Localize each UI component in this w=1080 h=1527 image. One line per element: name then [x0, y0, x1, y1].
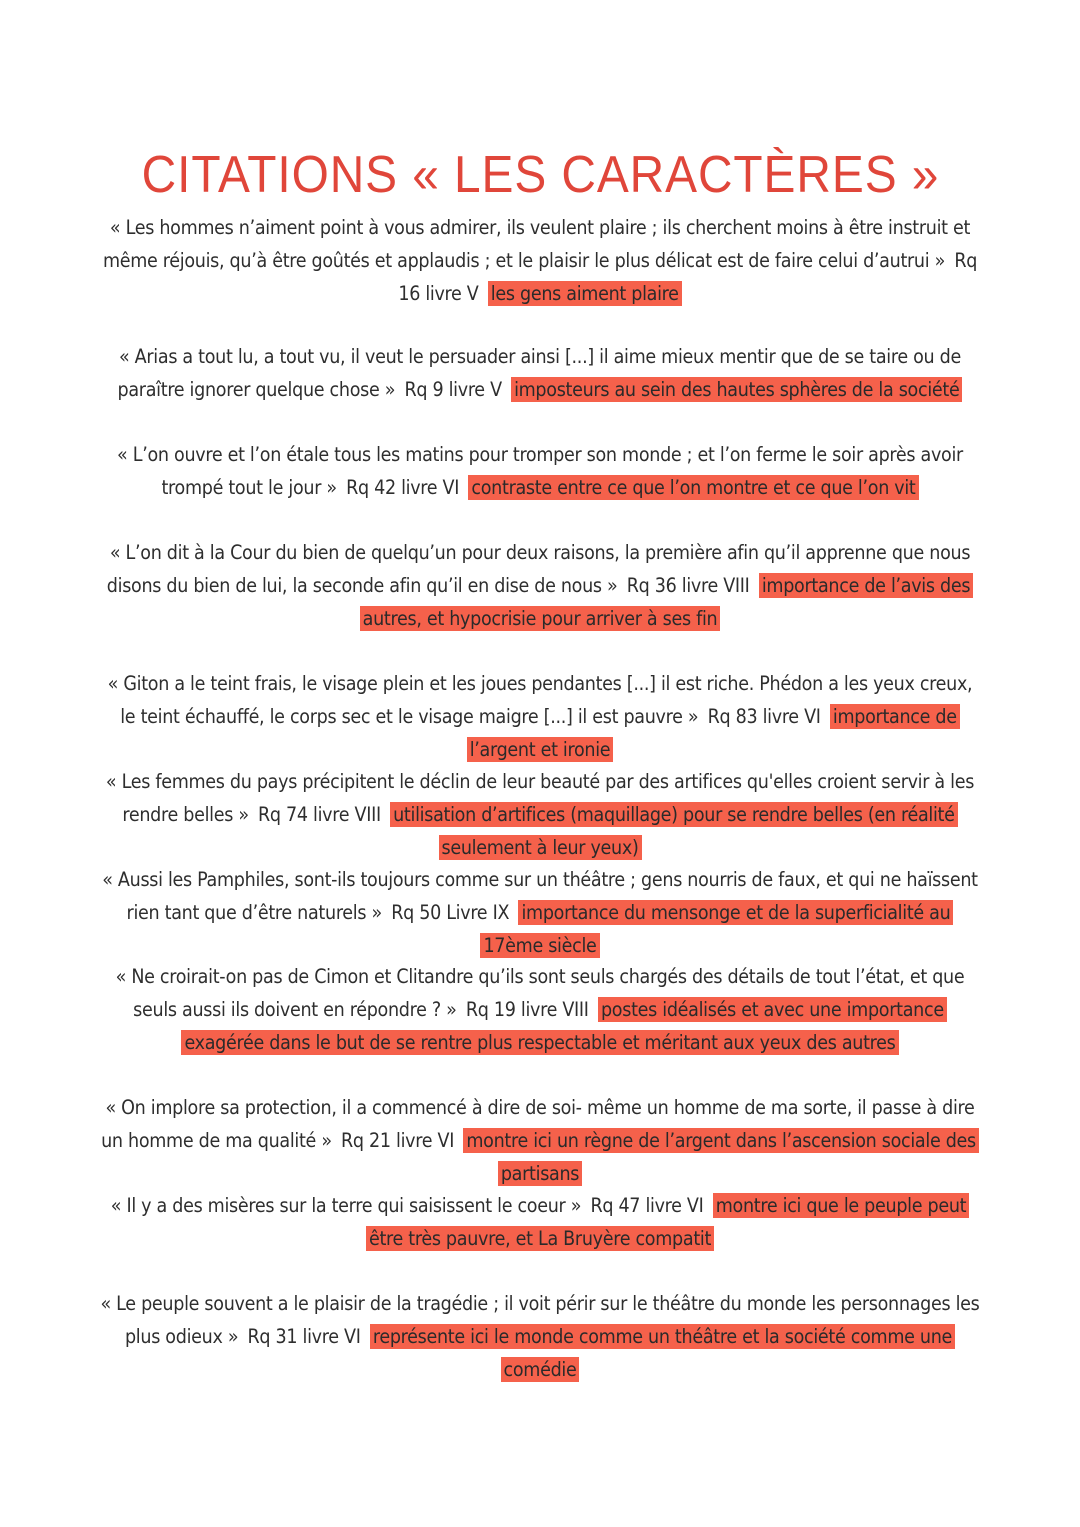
quote-reference: Rq 36 livre VIII [626, 574, 750, 597]
quote-reference: Rq 9 livre V [404, 378, 502, 401]
quote-text: « Il y a des misères sur la terre qui saisissent le coeur » [110, 1194, 582, 1217]
quote-text: « Les femmes du pays précipitent le déclin de leur beauté par des artifices qu'elles croient servir à les rendre belles » [105, 770, 975, 826]
quote-reference: Rq 47 livre VI [590, 1194, 704, 1217]
quote-reference: Rq 21 livre VI [341, 1129, 455, 1152]
quote-block [100, 340, 980, 406]
quote-block [100, 1091, 980, 1190]
highlighted-note: importance du mensonge et de la superficialité au 17ème siècle [480, 900, 953, 958]
highlighted-note: importance de l’argent et ironie [467, 704, 960, 762]
quote-text: « Ne croirait-on pas de Cimon et Clitandre qu’ils sont seuls chargés des détails de tout l’état, et que seuls aussi ils doivent en répondre ? » [115, 965, 965, 1021]
quote-block [100, 667, 980, 766]
quote-text: « Les hommes n’aiment point à vous admirer, ils veulent plaire ; ils cherchent moins à être instruit et même réjouis, qu’à être goûtés et applaudis ; et le plaisir le plus délicat est de faire celui d’autrui » [102, 216, 971, 272]
quote-block [100, 765, 980, 864]
quote-text: « Arias a tout lu, a tout vu, il veut le persuader ainsi [...] il aime mieux mentir que de se taire ou de paraître ignorer quelque chose » [117, 345, 961, 401]
quote-reference: Rq 19 livre VIII [465, 998, 589, 1021]
quote-block [100, 1189, 980, 1255]
quote-text: « Le peuple souvent a le plaisir de la tragédie ; il voit périr sur le théâtre du monde les personnages les plus odieux » [100, 1292, 980, 1348]
page-title: CITATIONS « LES CARACTÈRES » [141, 145, 939, 204]
quote-reference: Rq 83 livre VI [707, 705, 821, 728]
quote-block [100, 960, 980, 1059]
quote-text: « L’on dit à la Cour du bien de quelqu’un pour deux raisons, la première afin qu’il apprenne que nous disons du bien de lui, la seconde afin qu’il en dise de nous » [106, 541, 971, 597]
highlighted-note: importance de l’avis des autres, et hypocrisie pour arriver à ses fin [360, 573, 974, 631]
quote-text: « L’on ouvre et l’on étale tous les matins pour tromper son monde ; et l’on ferme le soir après avoir trompé tout le jour » [117, 443, 963, 499]
quote-block [100, 211, 980, 310]
highlighted-note: utilisation d’artifices (maquillage) pour se rendre belles (en réalité seulement à leur yeux) [390, 802, 958, 860]
highlighted-note: les gens aiment plaire [488, 281, 682, 306]
highlighted-note: montre ici que le peuple peut être très pauvre, et La Bruyère compatit [366, 1193, 969, 1251]
quote-reference: Rq 42 livre VI [346, 476, 460, 499]
highlighted-note: représente ici le monde comme un théâtre et la société comme une comédie [370, 1324, 955, 1382]
quote-text: « Aussi les Pamphiles, sont-ils toujours comme sur un théâtre ; gens nourris de faux, et qui ne haïssent rien tant que d’être naturels » [102, 868, 978, 924]
quote-reference: Rq 50 Livre IX [391, 901, 510, 924]
quote-reference: Rq 16 livre V [398, 249, 978, 305]
quote-reference: Rq 74 livre VIII [258, 803, 381, 826]
highlighted-note: montre ici un règne de l’argent dans l’ascension sociale des partisans [463, 1128, 979, 1186]
quote-text: « On implore sa protection, il a commencé à dire de soi- même un homme de ma sorte, il passe à dire un homme de ma qualité » [101, 1096, 975, 1152]
highlighted-note: imposteurs au sein des hautes sphères de la société [511, 377, 962, 402]
quote-block [100, 438, 980, 504]
highlighted-note: contraste entre ce que l’on montre et ce que l’on vit [468, 475, 918, 500]
quote-block [100, 1287, 980, 1386]
quote-text: « Giton a le teint frais, le visage plein et les joues pendantes [...] il est riche. Phédon a les yeux creux, le teint échauffé, le corps sec et le visage maigre [...] il est pauvre » [107, 672, 973, 728]
quote-block [100, 863, 980, 962]
highlighted-note: postes idéalisés et avec une importance exagérée dans le but de se rentre plus respectable et méritant aux yeux des autres [181, 997, 946, 1055]
quote-reference: Rq 31 livre VI [247, 1325, 361, 1348]
quote-block [100, 536, 980, 635]
